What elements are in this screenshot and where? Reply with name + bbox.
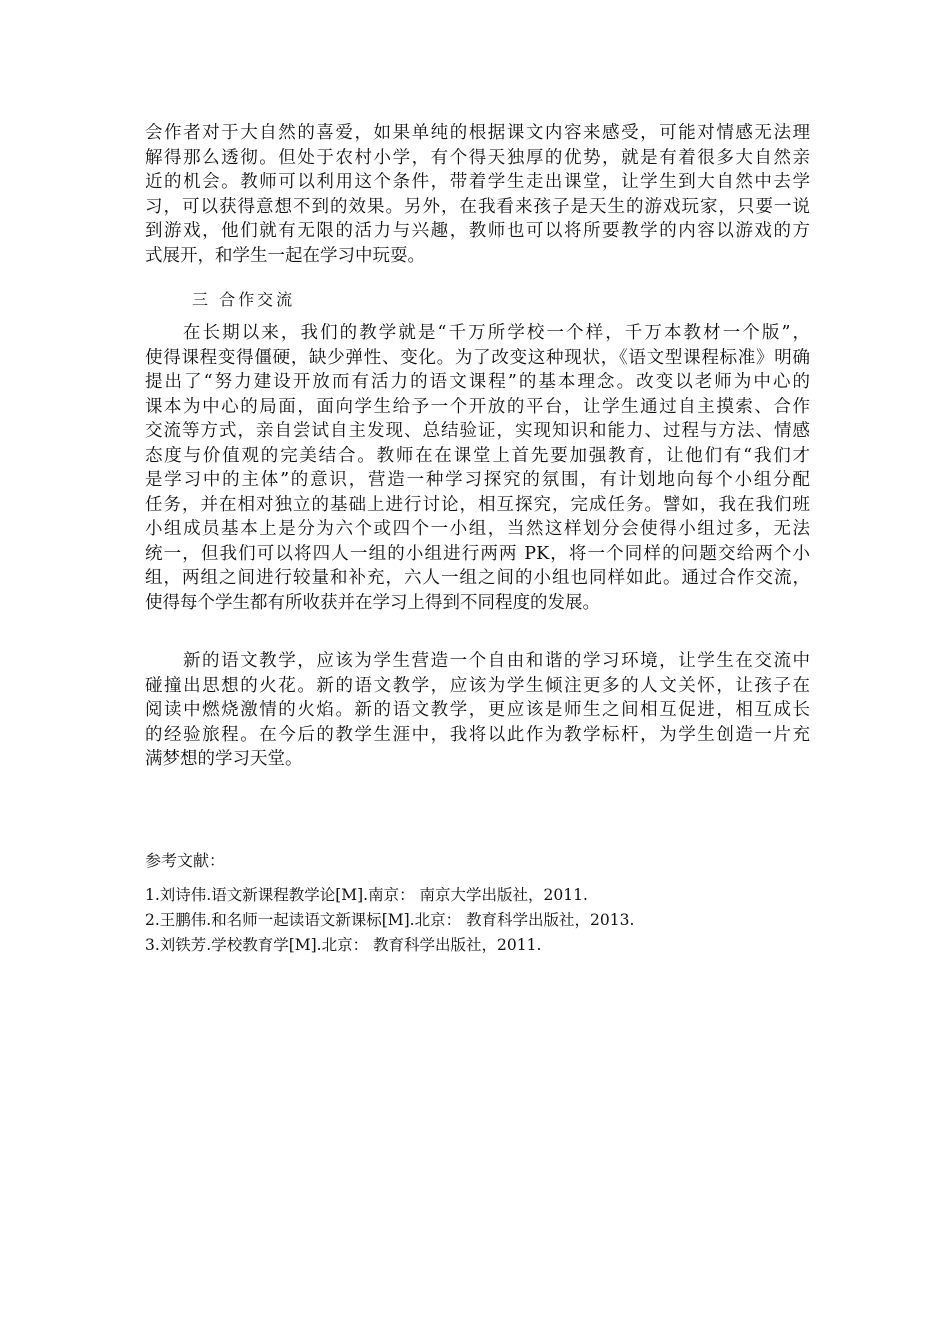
paragraph-line: 交流等方式，亲自尝试自主发现、总结验证，实现知识和能力、过程与方法、情感 bbox=[145, 421, 810, 441]
reference-item: 1.刘诗伟.语文新课程教学论[M].南京： 南京大学出版社，2011. bbox=[145, 886, 588, 904]
paragraph-line: 式展开，和学生一起在学习中玩耍。 bbox=[145, 245, 425, 266]
section-heading: 三 合作交流 bbox=[192, 290, 296, 309]
paragraph-line: 解得那么透彻。但处于农村小学，有个得天独厚的优势，就是有着很多大自然亲 bbox=[145, 147, 810, 168]
references-title: 参考文献： bbox=[145, 851, 226, 870]
paragraph-line: 满梦想的学习天堂。 bbox=[145, 749, 303, 769]
reference-item: 3.刘铁芳.学校教育学[M].北京： 教育科学出版社，2011. bbox=[145, 936, 542, 954]
paragraph-line: 小组成员基本上是分为六个或四个一小组，当然这样划分会使得小组过多，无法 bbox=[145, 519, 810, 539]
paragraph-line: 在长期以来，我们的教学就是“千万所学校一个样，千万本教材一个版”， bbox=[183, 323, 810, 343]
paragraph-line: 习，可以获得意想不到的效果。另外，在我看来孩子是天生的游戏玩家，只要一说 bbox=[145, 196, 810, 217]
paragraph-line: 统一，但我们可以将四人一组的小组进行两两 PK，将一个同样的问题交给两个小 bbox=[145, 543, 810, 564]
paragraph-line: 课本为中心的局面，面向学生给予一个开放的平台，让学生通过自主摸索、合作 bbox=[145, 396, 810, 417]
paragraph-line: 阅读中燃烧激情的火焰。新的语文教学，更应该是师生之间相互促进，相互成长 bbox=[145, 700, 810, 720]
references-list bbox=[145, 883, 810, 958]
paragraph-line: 使得每个学生都有所收获并在学习上得到不同程度的发展。 bbox=[145, 592, 600, 613]
paragraph-nature-learning bbox=[145, 121, 810, 268]
paragraph-line: 碰撞出思想的火花。新的语文教学，应该为学生倾注更多的人文关怀，让孩子在 bbox=[145, 675, 810, 696]
paragraph-line: 提出了“努力建设开放而有活力的语文课程”的基本理念。改变以老师为中心的 bbox=[145, 372, 810, 392]
paragraph-line: 近的机会。教师可以利用这个条件，带着学生走出课堂，让学生到大自然中去学 bbox=[145, 172, 810, 192]
reference-item: 2.王鹏伟.和名师一起读语文新课标[M].北京： 教育科学出版社，2013. bbox=[145, 911, 635, 929]
paragraph-line: 新的语文教学，应该为学生营造一个自由和谐的学习环境，让学生在交流中 bbox=[183, 651, 810, 671]
paragraph-line: 使得课程变得僵硬，缺少弹性、变化。为了改变这种现状，《语文型课程标准》明确 bbox=[145, 347, 810, 368]
paragraph-cooperation bbox=[145, 321, 810, 615]
paragraph-conclusion bbox=[145, 649, 810, 772]
paragraph-line: 任务，并在相对独立的基础上进行讨论，相互探究，完成任务。譬如，我在我们班 bbox=[145, 494, 810, 515]
paragraph-line: 态度与价值观的完美结合。教师在在课堂上首先要加强教育，让他们有“我们才 bbox=[145, 445, 810, 466]
paragraph-line: 组，两组之间进行较量和补充，六人一组之间的小组也同样如此。通过合作交流， bbox=[145, 568, 810, 588]
paragraph-line: 到游戏，他们就有无限的活力与兴趣，教师也可以将所要教学的内容以游戏的方 bbox=[145, 221, 810, 241]
paragraph-line: 是学习中的主体”的意识，营造一种学习探究的氛围，有计划地向每个小组分配 bbox=[145, 470, 810, 490]
paragraph-line: 的经验旅程。在今后的教学生涯中，我将以此作为教学标杆，为学生创造一片充 bbox=[145, 724, 810, 745]
paragraph-line: 会作者对于大自然的喜爱，如果单纯的根据课文内容来感受，可能对情感无法理 bbox=[145, 123, 810, 143]
